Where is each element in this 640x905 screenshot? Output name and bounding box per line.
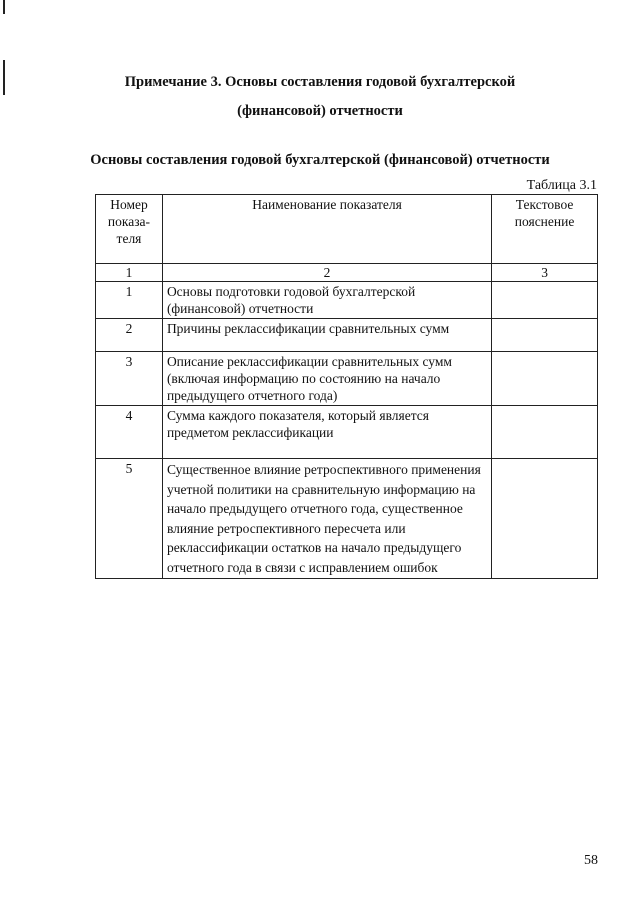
indicator-name: Существенное влияние ретроспективного применения учетной политики на сравнительную информацию на начало предыдущего отчетного года, существенное влияние ретроспективного пересчета или реклассификации остатков на начало предыдущего отчетного года в связи с исправлением ошибок	[162, 459, 491, 579]
column-number-row	[96, 264, 598, 282]
row-number: 1	[96, 282, 163, 319]
row-number: 3	[96, 352, 163, 406]
column-number: 1	[96, 264, 163, 282]
text-explanation-cell	[492, 406, 598, 459]
indicator-name: Основы подготовки годовой бухгалтерской (финансовой) отчетности	[162, 282, 491, 319]
table-row	[96, 406, 598, 459]
table-row	[96, 352, 598, 406]
row-number: 4	[96, 406, 163, 459]
table-row	[96, 459, 598, 579]
indicator-name: Причины реклассификации сравнительных сумм	[162, 319, 491, 352]
header-text-explanation: Текстовое пояснение	[492, 195, 598, 264]
indicator-name: Сумма каждого показателя, который является предметом реклассификации	[162, 406, 491, 459]
table-caption: Таблица 3.1	[526, 178, 597, 193]
table-header-row	[96, 195, 598, 264]
text-explanation-cell	[492, 282, 598, 319]
page-number: 58	[584, 853, 598, 868]
header-indicator-number: Номер показа-теля	[96, 195, 163, 264]
row-number: 5	[96, 459, 163, 579]
note-title: Примечание 3. Основы составления годовой бухгалтерской	[124, 74, 516, 90]
column-number: 2	[162, 264, 491, 282]
header-indicator-name: Наименование показателя	[162, 195, 491, 264]
table-row	[96, 319, 598, 352]
indicator-name: Описание реклассификации сравнительных сумм (включая информацию по состоянию на начало предыдущего отчетного года)	[162, 352, 491, 406]
section-subtitle: Основы составления годовой бухгалтерской (финансовой) отчетности	[90, 152, 550, 168]
scan-edge-mark	[3, 0, 5, 14]
text-explanation-cell	[492, 319, 598, 352]
row-number: 2	[96, 319, 163, 352]
text-explanation-cell	[492, 459, 598, 579]
column-number: 3	[492, 264, 598, 282]
table-row	[96, 282, 598, 319]
text-explanation-cell	[492, 352, 598, 406]
note-title-continued: (финансовой) отчетности	[237, 103, 403, 119]
disclosure-table	[95, 194, 598, 579]
